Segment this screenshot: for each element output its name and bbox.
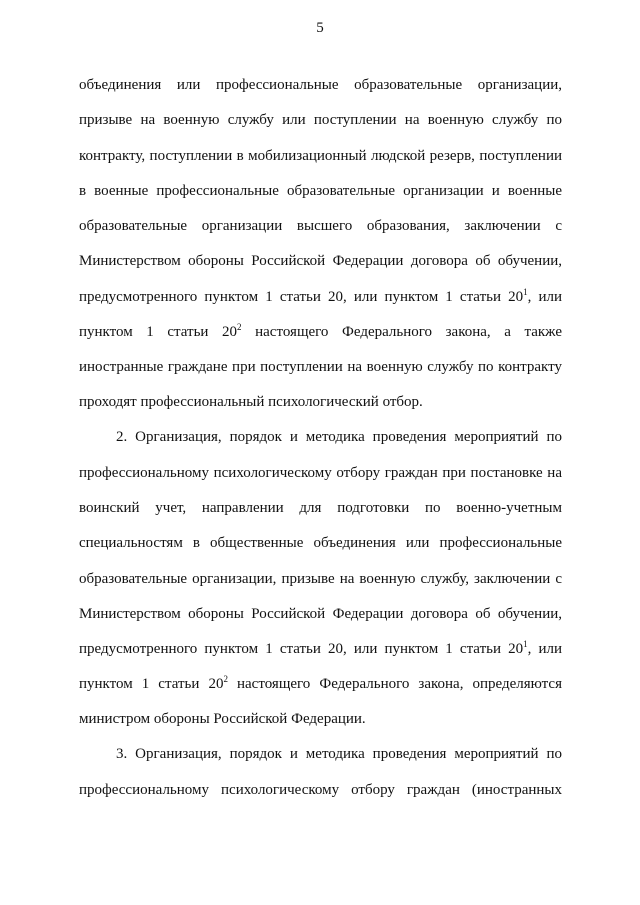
text-line: образовательные организации высшего образования, заключении с xyxy=(79,218,562,234)
line-segment: настоящего Федерального закона, определяются xyxy=(227,676,562,692)
line-segment: , или xyxy=(527,641,563,657)
text-line: специальностям в общественные объединения или профессиональные xyxy=(79,535,562,551)
text-line xyxy=(79,323,562,341)
text-line: контракту, поступлении в мобилизационный людской резерв, поступлении xyxy=(79,148,562,164)
text-line: Министерством обороны Российской Федерации договора об обучении, xyxy=(79,606,562,622)
text-line: в военные профессиональные образовательные организации и военные xyxy=(79,183,562,199)
line-segment: предусмотренного пунктом 1 статьи 20, или пунктом 1 статьи 20 xyxy=(79,289,524,305)
line-segment: пунктом 1 статьи 20 xyxy=(79,676,224,692)
text-line: объединения или профессиональные образовательные организации, xyxy=(79,77,562,93)
line-segment: , или xyxy=(527,289,563,305)
text-line: министром обороны Российской Федерации. xyxy=(79,711,366,727)
superscript: 1 xyxy=(523,639,528,649)
superscript: 1 xyxy=(523,287,528,297)
text-line: профессиональному психологическому отбору граждан (иностранных xyxy=(79,782,562,798)
line-segment: настоящего Федерального закона, а также xyxy=(241,324,562,340)
page-number: 5 xyxy=(316,20,324,36)
text-line xyxy=(79,675,562,693)
line-segment: пунктом 1 статьи 20 xyxy=(79,324,238,340)
superscript: 2 xyxy=(237,322,242,332)
text-line: проходят профессиональный психологический отбор. xyxy=(79,394,423,410)
text-line xyxy=(79,288,562,306)
line-segment: предусмотренного пунктом 1 статьи 20, или пунктом 1 статьи 20 xyxy=(79,641,524,657)
paragraph-first-line: 3. Организация, порядок и методика проведения мероприятий по xyxy=(116,746,562,762)
text-line: призыве на военную службу или поступлении на военную службу по xyxy=(79,112,562,128)
text-line: образовательные организации, призыве на военную службу, заключении с xyxy=(79,571,562,587)
paragraph-first-line: 2. Организация, порядок и методика проведения мероприятий по xyxy=(116,429,562,445)
superscript: 2 xyxy=(223,674,228,684)
text-line: Министерством обороны Российской Федерации договора об обучении, xyxy=(79,253,562,269)
text-line xyxy=(79,640,562,658)
text-line: иностранные граждане при поступлении на военную службу по контракту xyxy=(79,359,562,375)
text-line: профессиональному психологическому отбору граждан при постановке на xyxy=(79,465,562,481)
text-line: воинский учет, направлении для подготовки по военно-учетным xyxy=(79,500,562,516)
